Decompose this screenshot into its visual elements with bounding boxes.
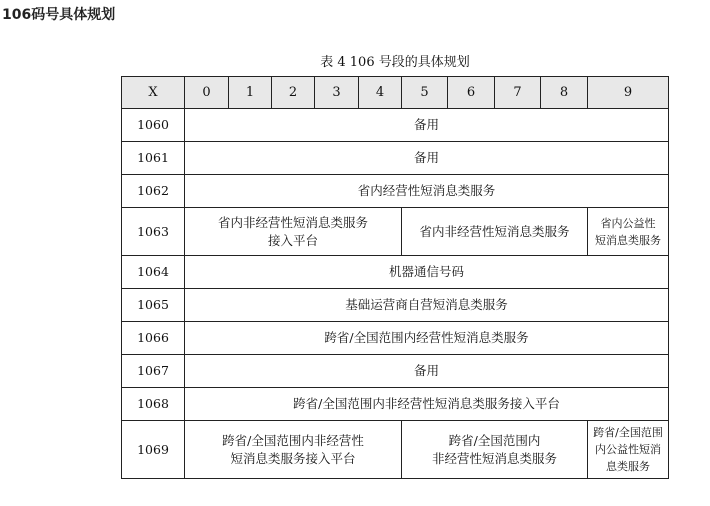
usage-cell [588,208,669,256]
usage-line: 跨省/全国范围内 [448,432,541,448]
table-caption: 表 4 106 号段的具体规划 [320,55,470,70]
usage-cell: 备用 [185,142,669,175]
code-cell: 1069 [122,421,185,479]
usage-cell: 跨省/全国范围内经营性短消息类服务 [185,322,669,355]
header-cell: 0 [185,77,229,109]
header-cell: 5 [402,77,448,109]
page-heading: 106码号具体规划 [2,7,116,23]
header-cell: 3 [315,77,359,109]
table-row [122,355,669,388]
usage-line: 短消息类服务接入平台 [230,450,356,466]
number-plan-table [121,76,669,479]
code-cell: 1065 [122,289,185,322]
code-cell: 1066 [122,322,185,355]
usage-line: 省内非经营性短消息类服务 [217,214,368,230]
code-cell: 1062 [122,175,185,208]
header-cell: 6 [448,77,495,109]
usage-cell: 跨省/全国范围内非经营性短消息类服务接入平台 [185,388,669,421]
usage-cell [185,208,402,256]
usage-cell [402,421,588,479]
table-row [122,388,669,421]
usage-cell: 备用 [185,355,669,388]
usage-line: 接入平台 [267,232,318,248]
usage-line: 省内公益性 [600,216,656,230]
code-cell: 1061 [122,142,185,175]
usage-cell [588,421,669,479]
usage-line: 短消息类服务 [595,233,661,247]
usage-line: 跨省/全国范围内非经营性 [222,432,364,448]
code-cell: 1063 [122,208,185,256]
table-row [122,322,669,355]
table-row [122,109,669,142]
table-row [122,421,669,479]
header-cell: 7 [495,77,541,109]
usage-line: 内公益性短消 [595,443,661,456]
code-cell: 1067 [122,355,185,388]
header-cell: 4 [359,77,402,109]
table-row [122,208,669,256]
header-row [122,77,669,109]
header-cell: 2 [272,77,315,109]
table-row [122,256,669,289]
table-row [122,142,669,175]
code-cell: 1060 [122,109,185,142]
header-cell: 1 [229,77,272,109]
usage-cell: 省内经营性短消息类服务 [185,175,669,208]
usage-cell: 备用 [185,109,669,142]
header-cell: 8 [541,77,588,109]
header-cell: X [122,77,185,109]
usage-cell: 基础运营商自营短消息类服务 [185,289,669,322]
header-cell: 9 [588,77,669,109]
table-row [122,175,669,208]
code-cell: 1064 [122,256,185,289]
code-cell: 1068 [122,388,185,421]
usage-line: 非经营性短消息类服务 [431,450,557,466]
usage-line: 息类服务 [606,460,650,473]
usage-cell [185,421,402,479]
usage-cell: 机器通信号码 [185,256,669,289]
table-row [122,289,669,322]
usage-line: 跨省/全国范围 [593,426,663,439]
usage-cell: 省内非经营性短消息类服务 [402,208,588,256]
